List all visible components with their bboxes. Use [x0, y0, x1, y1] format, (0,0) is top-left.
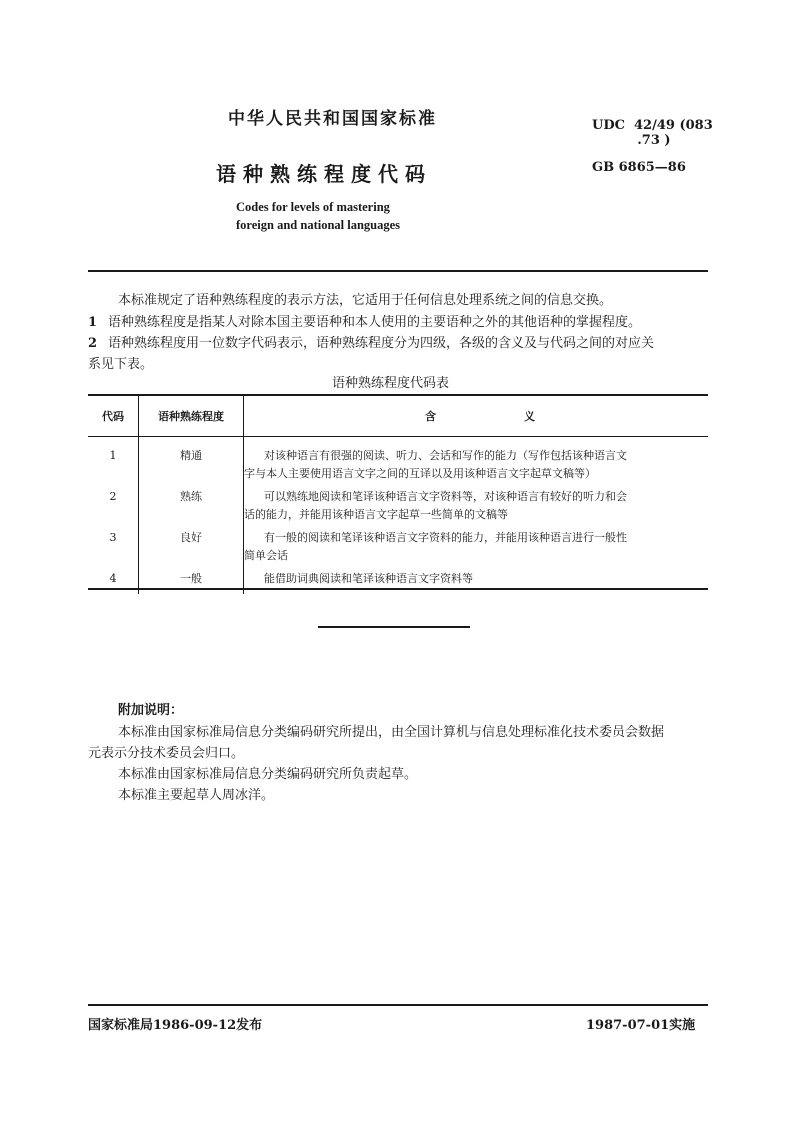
row-meaning	[244, 484, 709, 525]
national-standard-heading: 中华人民共和国国家标准	[228, 109, 437, 129]
clause-2-text-line-1: 语种熟练程度用一位数字代码表示，语种熟练程度分为四级，各级的含义及与代码之间的对应关	[108, 336, 655, 351]
intro-paragraph: 本标准规定了语种熟练程度的表示方法，它适用于任何信息处理系统之间的信息交换。	[118, 293, 613, 308]
document-title-en	[236, 198, 400, 234]
title-en-line-1: Codes for levels of mastering	[236, 200, 390, 214]
notes-line-4: 本标准主要起草人周冰洋。	[118, 788, 275, 803]
title-en-line-2: foreign and national languages	[236, 218, 401, 232]
header-divider	[88, 270, 708, 272]
row-meaning-line-1: 有一般的阅读和笔译该种语言文字资料的能力，并能用该种语言进行一般性	[264, 531, 627, 544]
clause-1-text: 语种熟练程度是指某人对除本国主要语种和本人使用的主要语种之外的其他语种的掌握程度。	[108, 315, 642, 330]
notes-line-2: 元表示分技术委员会归口。	[88, 746, 245, 761]
udc-number: UDC 42/49 (083 .73 )	[592, 118, 713, 148]
code-table	[88, 396, 708, 594]
clause-2	[88, 333, 708, 375]
header-code: 代码	[88, 396, 139, 437]
clause-2-number: 2	[88, 336, 98, 351]
gb-number: GB 6865—86	[592, 160, 686, 175]
row-meaning-line-2: 字与本人主要使用语言文字之间的互译以及用该种语言文字起草文稿等）	[244, 467, 596, 480]
table-row	[88, 484, 708, 525]
header-level: 语种熟练程度	[139, 396, 244, 437]
table-row	[88, 437, 708, 485]
row-meaning-line-1: 可以熟练地阅读和笔译该种语言文字资料等，对该种语言有较好的听力和会	[264, 490, 627, 503]
row-meaning-line-2: 简单会话	[244, 549, 288, 562]
notes-heading: 附加说明：	[118, 703, 184, 718]
row-code: 2	[88, 484, 139, 525]
row-code: 1	[88, 437, 139, 485]
row-meaning-line-1: 对该种语言有很强的阅读、听力、会话和写作的能力（写作包括该种语言文	[264, 449, 627, 462]
row-level: 良好	[139, 525, 244, 566]
row-code: 3	[88, 525, 139, 566]
effective-date: 1987-07-01实施	[586, 1018, 696, 1033]
row-meaning-line-1: 能借助词典阅读和笔译该种语言文字资料等	[264, 572, 473, 585]
table-row	[88, 525, 708, 566]
row-level: 一般	[139, 566, 244, 594]
row-level: 精通	[139, 437, 244, 485]
header-meaning: 含 义	[244, 396, 709, 437]
table-bottom-rule	[88, 588, 708, 590]
table-header-row	[88, 396, 708, 437]
end-of-text-rule	[318, 626, 470, 628]
notes-line-1: 本标准由国家标准局信息分类编码研究所提出，由全国计算机与信息处理标准化技术委员会数据	[118, 725, 665, 740]
row-meaning	[244, 437, 709, 485]
footer-divider	[88, 1004, 708, 1006]
row-code: 4	[88, 566, 139, 594]
document-title-cn: 语种熟练程度代码	[216, 162, 432, 186]
row-level: 熟练	[139, 484, 244, 525]
table-title: 语种熟练程度代码表	[332, 376, 450, 391]
row-meaning	[244, 525, 709, 566]
row-meaning-line-2: 话的能力，并能用该种语言文字起草一些简单的文稿等	[244, 508, 508, 521]
notes-line-3: 本标准由国家标准局信息分类编码研究所负责起草。	[118, 767, 418, 782]
clause-1	[88, 312, 641, 333]
clause-2-text-line-2: 系见下表。	[88, 357, 154, 372]
issue-date: 国家标准局1986-09-12发布	[88, 1018, 263, 1033]
clause-1-number: 1	[88, 315, 98, 330]
